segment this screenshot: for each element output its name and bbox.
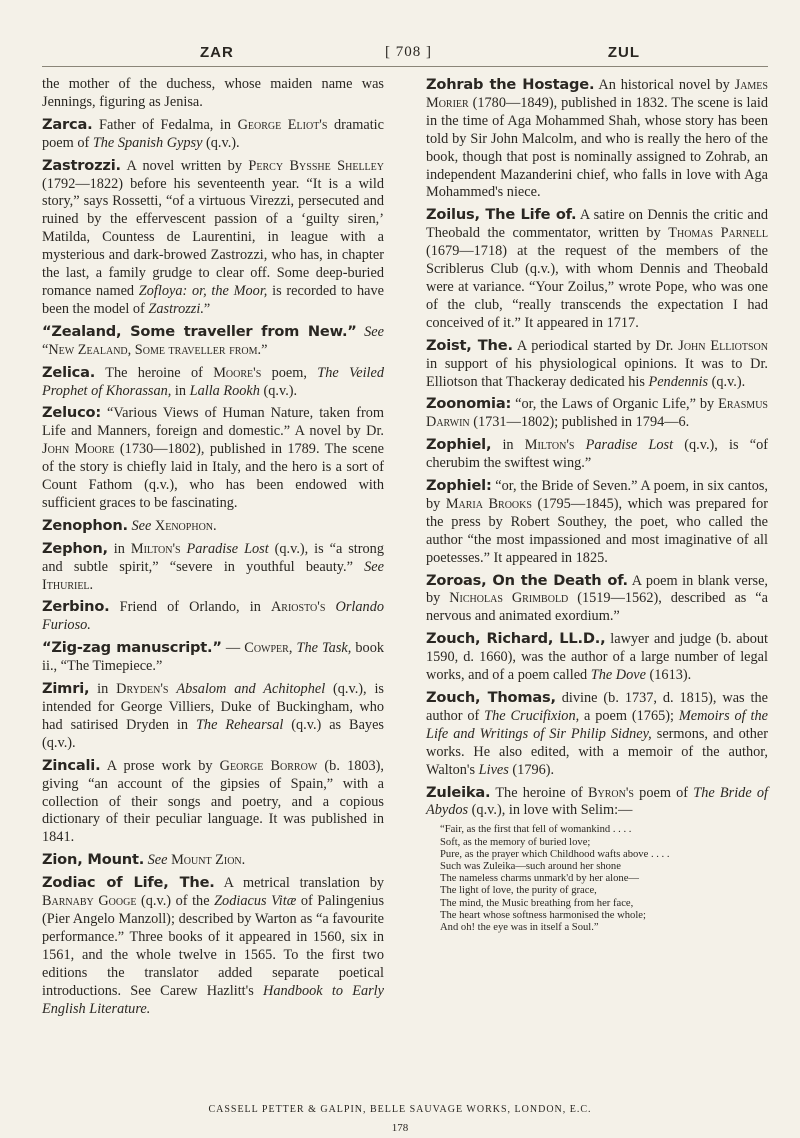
entry-text: An historical novel by (594, 77, 735, 93)
entry-text: Percy Bysshe Shelley (248, 157, 384, 174)
entry-text: “or, the Bride of Seven.” A poem, in six cantos, by (426, 478, 768, 512)
entry-text: (q.v.). (202, 134, 240, 151)
entry-text: Xenophon. (154, 517, 217, 534)
entry-text: The Spanish Gypsy (92, 134, 203, 151)
entry-headword: Zodiac of Life, The. (42, 874, 215, 892)
entry-text: The Bride of Abydos (426, 784, 769, 819)
entry-text: The heroine of (490, 784, 588, 801)
entry-text: (1679—1718) at the request of the members of the Scriblerus Club (q.v.), with whom Dennis and Theobald were at variance. “Your Zoilus,” wrote Pope, who was one of the club, “really transcends the expectation I had conceived of it.” It appeared in 1717. (426, 243, 768, 331)
entry-text: The Rehearsal (195, 716, 284, 733)
dictionary-entry (42, 757, 384, 848)
entry-text: Paradise Lost (186, 540, 269, 557)
dictionary-entry (42, 517, 384, 536)
entry-text: the mother of the duchess, whose maiden name was Jennings, figuring as Jenisa. (42, 76, 384, 110)
entry-text: A periodical started by Dr. (512, 337, 679, 354)
entry-text: Zastrozzi. (148, 300, 204, 317)
entry-text: dramatic poem of (42, 116, 384, 151)
poem-line: The mind, the Music breathing from her face, (440, 897, 634, 909)
dictionary-entry (42, 639, 384, 676)
entry-text: Absalom and Achitophel (176, 681, 326, 698)
entry-headword: Zelica. (42, 363, 96, 381)
entry-headword: Zephon, (42, 539, 108, 557)
entry-text: Byron's (587, 784, 634, 801)
printer-imprint: CASSELL PETTER & GALPIN, BELLE SAUVAGE WORKS, LONDON, E.C. (208, 1104, 592, 1115)
entry-text: (q.v.). (708, 373, 746, 390)
entry-headword: Zoilus, The Life of. (426, 206, 577, 224)
entry-text: “Various Views of Human Nature, taken from Life and Manners, foreign and domestic.” A novel by Dr. (42, 405, 384, 440)
right-column (426, 76, 768, 934)
dictionary-entry (42, 540, 384, 595)
entry-text: Orlando Furioso. (42, 599, 384, 634)
entry-headword: Zophiel, (426, 436, 492, 454)
entry-headword: Zouch, Richard, LL.D., (426, 630, 606, 648)
running-head (200, 44, 640, 68)
entry-text: A poem in blank verse, by (426, 572, 768, 607)
entry-headword: Zerbino. (42, 598, 110, 616)
poem-line: Such was Zuleika—such around her shone (440, 860, 621, 872)
entry-text: See (147, 852, 168, 869)
entry-text: Maria Brooks (445, 495, 532, 512)
dictionary-entry (42, 76, 384, 112)
entry-text: Cowper, (244, 640, 293, 657)
entry-text: A satire on Dennis the critic and Theobald the commentator, written by (426, 207, 768, 242)
entry-headword: Zimri, (42, 680, 90, 698)
entry-text: — (221, 640, 245, 657)
entry-text: (1519—1562), described as “a nervous and animated exordium.” (426, 590, 768, 625)
entry-text: George Borrow (219, 757, 318, 774)
entry-text: Moore's (213, 364, 262, 381)
entry-headword: Zuleika. (426, 783, 491, 801)
dictionary-entry (42, 364, 384, 401)
entry-text: Barnaby Googe (42, 893, 137, 910)
page-number-bracketed: [ 708 ] (385, 44, 432, 60)
entry-text: divine (b. 1737, d. 1815), was the author of (426, 690, 768, 724)
dictionary-entry (426, 395, 768, 432)
entry-text: Friend of Orlando, in (109, 599, 271, 616)
entry-text: (1795—1845), which was prepared for the press by Robert Southey, the poet, who called the author “the most impassioned and most imaginative of all poetesses.” It appeared in 1825. (426, 495, 768, 566)
entry-text: a poem (1765); (579, 707, 679, 724)
dictionary-entry (426, 206, 768, 332)
quoted-poem (440, 824, 768, 934)
poem-line: The heart whose softness harmonised the whole; (440, 909, 646, 921)
entry-text: A metrical translation by (214, 875, 384, 892)
dictionary-entry (42, 157, 384, 319)
dictionary-entry (42, 874, 384, 1018)
dictionary-entry (42, 323, 384, 360)
dictionary-entry (426, 689, 768, 780)
entry-text: A novel written by (120, 157, 249, 174)
entry-text: in (491, 437, 525, 454)
entry-text: Nicholas Grimbold (449, 590, 569, 607)
entry-text: (b. 1803), giving “an account of the gipsies of Spain,” with a collection of their songs and poetry, and a copious dictionary of their peculiar language. It was published in 1841. (42, 757, 384, 846)
entry-text: book ii., “The Timepiece.” (42, 640, 384, 675)
header-rule (42, 66, 768, 67)
entry-headword: Zoist, The. (426, 336, 513, 354)
entry-text: Lalla Rookh (189, 382, 260, 399)
entry-text: Memoirs of the Life and Writings of Sir Philip Sidney, (426, 707, 768, 742)
dictionary-entry (426, 337, 768, 392)
entry-text: “or, the Laws of Organic Life,” by (511, 396, 719, 413)
entry-text: (q.v.) of the (136, 893, 215, 910)
entry-headword: Zophiel: (426, 477, 492, 495)
entry-text: Pendennis (648, 373, 709, 390)
entry-text: (q.v.), in love with Selim:— (468, 802, 633, 819)
entry-text: (1613). (645, 667, 692, 684)
dictionary-entry (42, 116, 384, 153)
entry-text: John Elliotson (678, 337, 768, 354)
poem-line: The nameless charms unmark'd by her alone— (440, 873, 640, 885)
entry-text: The Dove (590, 667, 646, 684)
entry-headword: “Zealand, Some traveller from New.” (42, 322, 357, 340)
entry-headword: Zouch, Thomas, (426, 689, 556, 706)
entry-text: Erasmus Darwin (426, 396, 768, 431)
entry-text: (1731—1802); published in 1794—6. (469, 414, 690, 431)
entry-text: Ithuriel. (42, 576, 94, 593)
entry-text: See (364, 323, 384, 340)
entry-text: (1730—1802), published in 1789. The scene of the story is chiefly laid in Italy, and the hero is a sort of Count Fathom (q.v.), who has been endowed with sufficient graces to be fascinating. (42, 441, 384, 511)
dictionary-entry (42, 404, 384, 512)
entry-headword: Zoroas, On the Death of. (426, 571, 628, 589)
poem-line: “Fair, as the first that fell of womankind . . . . (440, 824, 632, 836)
running-head-left: ZAR (200, 44, 234, 61)
left-column (42, 76, 384, 1022)
entry-text: sermons, and other works. He also edited, with a memoir of the author, Walton's (426, 725, 768, 778)
entry-text: (q.v.), is intended for George Villiers, Duke of Buckingham, who had satirised Dryden in (42, 681, 384, 733)
entry-text: is recorded to have been the model of (42, 282, 384, 317)
entry-text: John Moore (42, 441, 115, 458)
entry-text: (q.v.) as Bayes (q.v.). (42, 716, 384, 751)
entry-text: (1796). (508, 761, 555, 778)
entry-text: Lives (478, 761, 509, 778)
poem-line: Pure, as the prayer which Childhood wafts above . . . . (440, 848, 670, 860)
entry-text: (1780—1849), published in 1832. The scene is laid in the time of Aga Mohammed Shah, whose story has been told by Sir John Malcolm, and who is really the hero of the book, though that post is nominally assigned to Zohrab, an independent Mazanderini chief, who falls in love with Aga Mohammed's niece. (426, 94, 768, 201)
entry-headword: Zincali. (42, 756, 101, 774)
entry-text: (q.v.), is “a strong and subtle spirit,” “severe in youthful beauty.” (42, 540, 384, 575)
entry-text: George Eliot's (237, 116, 328, 133)
entry-text: in (171, 382, 190, 399)
entry-text: Zofloya: or, the Moor, (138, 282, 268, 299)
entry-text: The heroine of (95, 364, 214, 381)
entry-headword: Zastrozzi. (42, 156, 121, 174)
entry-text: of Palingenius (Pier Angelo Manzoll); described by Warton as “a favourite performance.” Three books of it appeared in 1560, six in 1561, and the whole twelve in 1565. To the first two editions the translator added separate poetical introductions. See Carew Hazlitt's (42, 893, 385, 999)
dictionary-entry (426, 477, 768, 568)
entry-text: Mount Zion. (171, 852, 246, 869)
entry-text: (q.v.). (259, 382, 298, 399)
entry-text: James Morier (426, 77, 768, 111)
entry-text: A prose work by (100, 757, 220, 774)
entry-headword: Zeluco: (42, 404, 101, 422)
entry-text: poem, (261, 364, 318, 381)
entry-text: Handbook to Early English Literature. (42, 982, 384, 1017)
entry-text: “ (42, 341, 49, 358)
dictionary-entry (426, 76, 768, 202)
entry-text: Father of Fedalma, in (92, 116, 238, 133)
poem-line: The light of love, the purity of grace, (440, 885, 597, 897)
entry-text: Milton's (130, 540, 181, 557)
entry-headword: “Zig-zag manuscript.” (42, 639, 222, 657)
poem-line: And oh! the eye was in itself a Soul.” (440, 921, 599, 933)
right-column-entries (426, 76, 768, 820)
dictionary-entry (426, 784, 768, 821)
entry-text (325, 599, 335, 615)
entry-text: in (89, 681, 117, 698)
dictionary-entry (426, 436, 768, 473)
entry-text: See (364, 558, 384, 575)
entry-text: poem of (633, 784, 694, 801)
entry-text: in support of his physiological opinions. It was to Dr. Elliotson that Thackeray dedicated his (426, 355, 768, 390)
entry-text: lawyer and judge (b. about 1590, d. 1660), was the author of a large number of legal works, and of a poem called (426, 631, 768, 684)
entry-text: Zodiacus Vitæ (214, 893, 297, 910)
entry-text (575, 437, 586, 453)
folio-number: 178 (391, 1122, 409, 1134)
dictionary-entry (426, 572, 768, 627)
entry-text: Milton's (524, 437, 575, 454)
entry-text: in (107, 540, 131, 557)
entry-headword: Zohrab the Hostage. (426, 76, 595, 93)
entry-headword: Zoonomia: (426, 395, 512, 413)
entry-text: Thomas Parnell (668, 225, 768, 242)
entry-text: (q.v.), is “of cherubim the swiftest wing.” (426, 437, 768, 472)
dictionary-entry (42, 598, 384, 635)
entry-text: See (131, 517, 152, 534)
entry-text: Ariosto's (270, 599, 326, 616)
entry-text: The Veiled Prophet of Khorassan, (42, 364, 385, 399)
entry-text: ” (261, 341, 268, 358)
dictionary-entry (42, 680, 384, 753)
entry-text: New Zealand, Some traveller from. (48, 341, 262, 358)
entry-text: (1792—1822) before his seventeenth year. “It is a wild story,” says Rossetti, “of a virtuous Virezzi, persecuted and ruined by the effervescent passion of a ‘guilty siren,’ Matilda, Countess de Laurentini, in league with a mysterious and dark-browed Zastrozzi, who has, in chapter the last, a family grudge to clear off. Some deep-buried romance named (42, 175, 384, 299)
dictionary-entry (42, 851, 384, 870)
entry-text: The Crucifixion, (484, 707, 580, 724)
running-head-right: ZUL (607, 44, 640, 61)
entry-headword: Zion, Mount. (42, 851, 145, 869)
entry-headword: Zenophon. (42, 516, 128, 534)
entry-headword: Zarca. (42, 115, 93, 133)
entry-text: Paradise Lost (585, 437, 674, 454)
entry-text: The Task, (296, 640, 352, 657)
poem-line: Soft, as the memory of buried love; (440, 836, 591, 848)
dictionary-entry (426, 630, 768, 685)
entry-text: ” (203, 300, 211, 317)
entry-text: Dryden's (116, 681, 169, 698)
